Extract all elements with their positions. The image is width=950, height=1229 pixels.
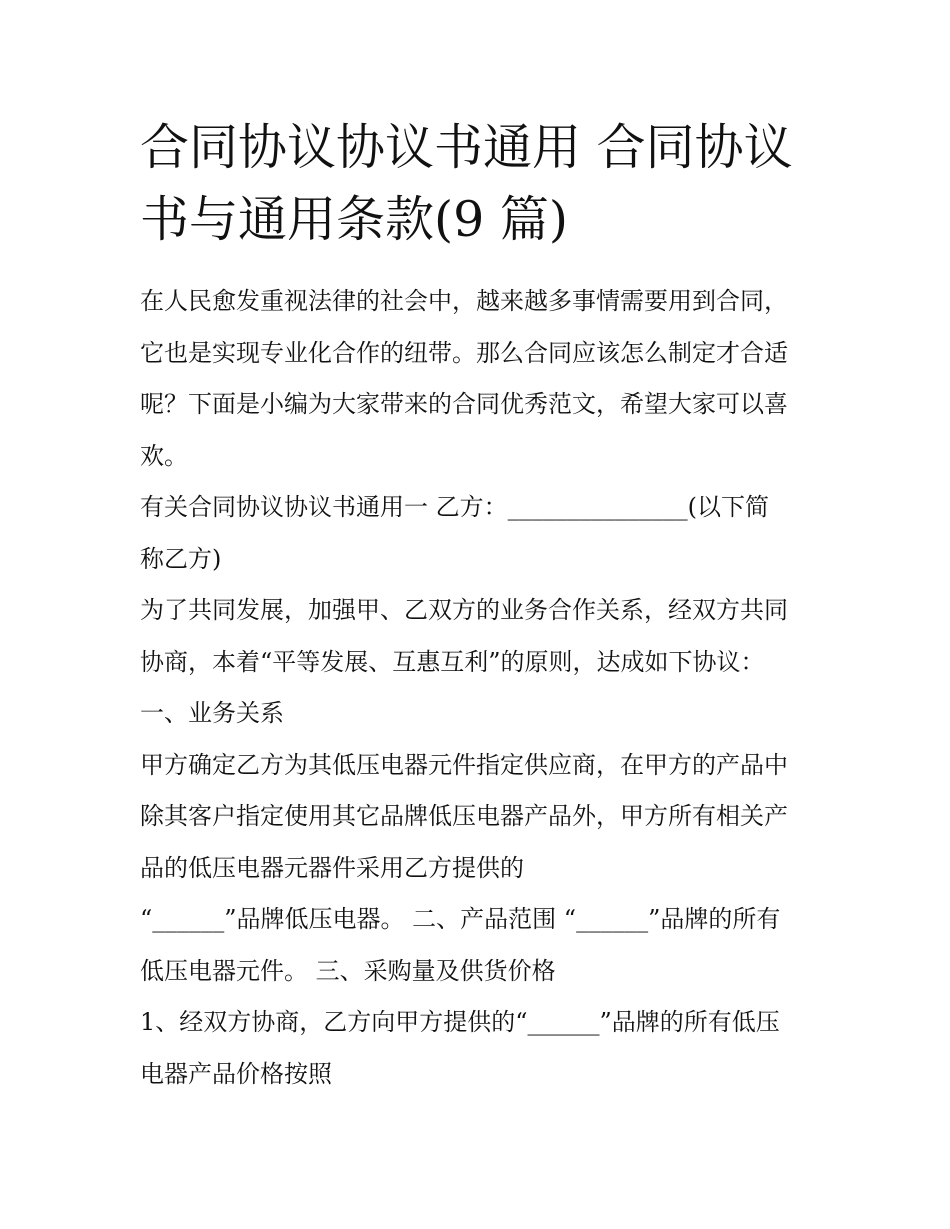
body-line: 有关合同协议协议书通用一 乙方：_______________(以下简: [140, 493, 769, 521]
body-line: 称乙方): [140, 544, 222, 573]
body-line: 为了共同发展，加强甲、乙双方的业务合作关系，经双方共同: [140, 596, 788, 624]
body-line: 呢？下面是小编为大家带来的合同优秀范文，希望大家可以喜: [140, 390, 788, 418]
document-body: [140, 276, 830, 1100]
body-line: 欢。: [140, 441, 188, 470]
body-line: 在人民愈发重视法律的社会中，越来越多事情需要用到合同，: [140, 287, 788, 315]
body-line: 它也是实现专业化合作的纽带。那么合同应该怎么制定才合适: [140, 338, 788, 367]
body-line: 品的低压电器元器件采用乙方提供的: [140, 853, 524, 882]
body-line: 除其客户指定使用其它品牌低压电器产品外，甲方所有相关产: [140, 802, 788, 830]
body-line: 1、经双方协商，乙方向甲方提供的“______”品牌的所有低压: [140, 1008, 780, 1036]
title-line: 合同协议协议书通用 合同协议: [140, 119, 793, 176]
body-line: 低压电器元件。 三、采购量及供货价格: [140, 956, 556, 985]
body-line: “______”品牌低压电器。 二、产品范围 “______”品牌的所有: [140, 905, 781, 933]
body-line: 电器产品价格按照: [140, 1059, 332, 1088]
title-line: 书与通用条款(9 篇): [140, 191, 568, 248]
document-title: [140, 112, 830, 256]
section-heading: 一、业务关系: [140, 699, 284, 727]
body-line: 甲方确定乙方为其低压电器元件指定供应商，在甲方的产品中: [140, 750, 788, 779]
body-line: 协商，本着“平等发展、互惠互利”的原则，达成如下协议：: [140, 647, 765, 676]
